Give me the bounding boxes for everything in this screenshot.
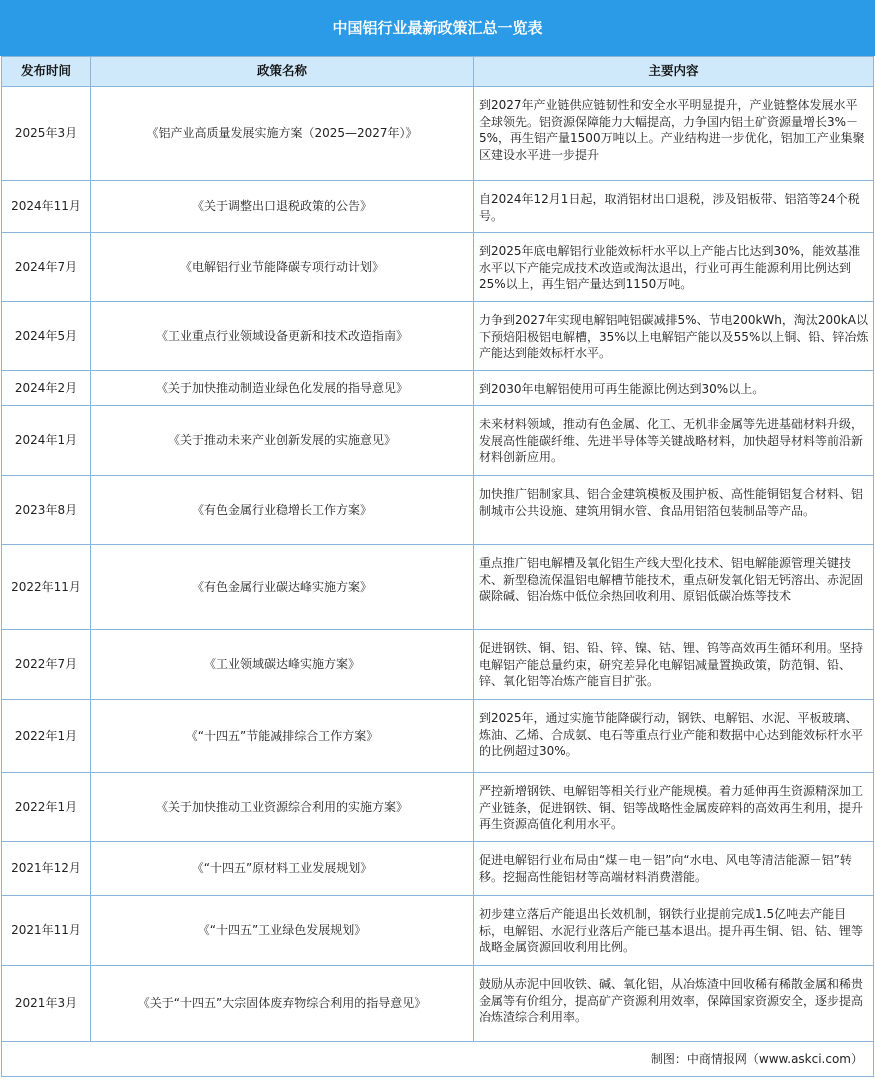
row-date: 2021年3月 — [2, 966, 91, 1042]
row-policy-name: 《关于加快推动工业资源综合利用的实施方案》 — [91, 773, 474, 842]
row-content: 自2024年12月1日起，取消铝材出口退税，涉及铝板带、铝箔等24个税号。 — [474, 181, 874, 233]
table-row — [2, 966, 874, 1042]
row-policy-name: 《关于调整出口退税政策的公告》 — [91, 181, 474, 233]
row-policy-name: 《有色金属行业碳达峰实施方案》 — [91, 545, 474, 630]
row-content: 到2025年，通过实施节能降碳行动，钢铁、电解铝、水泥、平板玻璃、炼油、乙烯、合成氨、电石等重点行业产能和数据中心达到能效标杆水平的比例超过30%。 — [474, 700, 874, 773]
row-date: 2024年11月 — [2, 181, 91, 233]
row-content: 未来材料领域，推动有色金属、化工、无机非金属等先进基础材料升级，发展高性能碳纤维、先进半导体等关键战略材料，加快超导材料等前沿新材料创新应用。 — [474, 406, 874, 476]
source-credit-text: 制图：中商情报网（www.askci.com） — [650, 1052, 863, 1066]
header-content: 主要内容 — [474, 57, 874, 87]
row-date: 2024年5月 — [2, 302, 91, 371]
row-policy-name: 《电解铝行业节能降碳专项行动计划》 — [91, 233, 474, 302]
table-row — [2, 476, 874, 545]
row-policy-name: 《关于推动未来产业创新发展的实施意见》 — [91, 406, 474, 476]
row-date: 2024年2月 — [2, 371, 91, 406]
row-content: 力争到2027年实现电解铝吨铝碳减排5%、节电200kWh，淘汰200kA以下预焙阳极铝电解槽，35%以上电解铝产能以及55%以上铜、铅、锌冶炼产能达到能效标杆水平。 — [474, 302, 874, 371]
row-content: 促进钢铁、铜、铝、铅、锌、镍、钴、锂、钨等高效再生循环利用。坚持电解铝产能总量约束，研究差异化电解铝减量置换政策，防范铜、铅、锌、氧化铝等冶炼产能盲目扩张。 — [474, 630, 874, 700]
row-content: 到2027年产业链供应链韧性和安全水平明显提升，产业链整体发展水平全球领先。铝资源保障能力大幅提高，力争国内铝土矿资源量增长3%－5%，再生铝产量1500万吨以上。产业结构进一步优化，铝加工产业集聚区建设水平进一步提升 — [474, 87, 874, 181]
header-date: 发布时间 — [2, 57, 91, 87]
table-row — [2, 371, 874, 406]
table-row — [2, 545, 874, 630]
row-date: 2022年7月 — [2, 630, 91, 700]
row-date: 2024年1月 — [2, 406, 91, 476]
row-policy-name: 《铝产业高质量发展实施方案（2025—2027年）》 — [91, 87, 474, 181]
table-row — [2, 87, 874, 181]
policy-table — [1, 56, 874, 1042]
row-content: 鼓励从赤泥中回收铁、碱、氧化铝，从冶炼渣中回收稀有稀散金属和稀贵金属等有价组分，提高矿产资源利用效率，保障国家资源安全，逐步提高冶炼渣综合利用率。 — [474, 966, 874, 1042]
row-content: 严控新增钢铁、电解铝等相关行业产能规模。着力延伸再生资源精深加工产业链条，促进钢铁、铜、铝等战略性金属废碎料的高效再生利用，提升再生资源高值化利用水平。 — [474, 773, 874, 842]
row-policy-name: 《“十四五”节能减排综合工作方案》 — [91, 700, 474, 773]
row-date: 2022年11月 — [2, 545, 91, 630]
header-row — [2, 57, 874, 87]
row-content: 到2025年底电解铝行业能效标杆水平以上产能占比达到30%，能效基准水平以下产能完成技术改造或淘汰退出，行业可再生能源利用比例达到25%以上，再生铝产量达到1150万吨。 — [474, 233, 874, 302]
table-row — [2, 406, 874, 476]
row-policy-name: 《工业领域碳达峰实施方案》 — [91, 630, 474, 700]
table-row — [2, 233, 874, 302]
row-date: 2022年1月 — [2, 700, 91, 773]
row-date: 2021年11月 — [2, 896, 91, 966]
row-policy-name: 《工业重点行业领域设备更新和技术改造指南》 — [91, 302, 474, 371]
row-policy-name: 《“十四五”工业绿色发展规划》 — [91, 896, 474, 966]
table-row — [2, 181, 874, 233]
table-row — [2, 842, 874, 896]
row-policy-name: 《关于加快推动制造业绿色化发展的指导意见》 — [91, 371, 474, 406]
row-policy-name: 《关于“十四五”大宗固体废弃物综合利用的指导意见》 — [91, 966, 474, 1042]
row-content: 促进电解铝行业布局由“煤－电－铝”向“水电、风电等清洁能源－铝”转移。挖掘高性能铝材等高端材料消费潜能。 — [474, 842, 874, 896]
table-row — [2, 700, 874, 773]
row-content: 加快推广铝制家具、铝合金建筑模板及围护板、高性能铜铝复合材料、铝制城市公共设施、建筑用铜水管、食品用铝箔包装制品等产品。 — [474, 476, 874, 545]
table-row — [2, 630, 874, 700]
row-date: 2023年8月 — [2, 476, 91, 545]
row-date: 2024年7月 — [2, 233, 91, 302]
row-policy-name: 《有色金属行业稳增长工作方案》 — [91, 476, 474, 545]
row-content: 重点推广铝电解槽及氧化铝生产线大型化技术、铝电解能源管理关键技术、新型稳流保温铝电解槽节能技术，重点研发氧化铝无钙溶出、赤泥固碳除碱、铝冶炼中低位余热回收利用、原铝低碳冶炼等技术 — [474, 545, 874, 630]
row-content: 到2030年电解铝使用可再生能源比例达到30%以上。 — [474, 371, 874, 406]
row-date: 2025年3月 — [2, 87, 91, 181]
table-row — [2, 302, 874, 371]
source-credit — [1, 1042, 874, 1077]
table-row — [2, 773, 874, 842]
row-content: 初步建立落后产能退出长效机制，钢铁行业提前完成1.5亿吨去产能目标，电解铝、水泥行业落后产能已基本退出。提升再生铜、铝、钴、锂等战略金属资源回收利用比例。 — [474, 896, 874, 966]
row-policy-name: 《“十四五”原材料工业发展规划》 — [91, 842, 474, 896]
row-date: 2022年1月 — [2, 773, 91, 842]
header-name: 政策名称 — [91, 57, 474, 87]
table-row — [2, 896, 874, 966]
row-date: 2021年12月 — [2, 842, 91, 896]
table-title: 中国铝行业最新政策汇总一览表 — [0, 0, 875, 56]
